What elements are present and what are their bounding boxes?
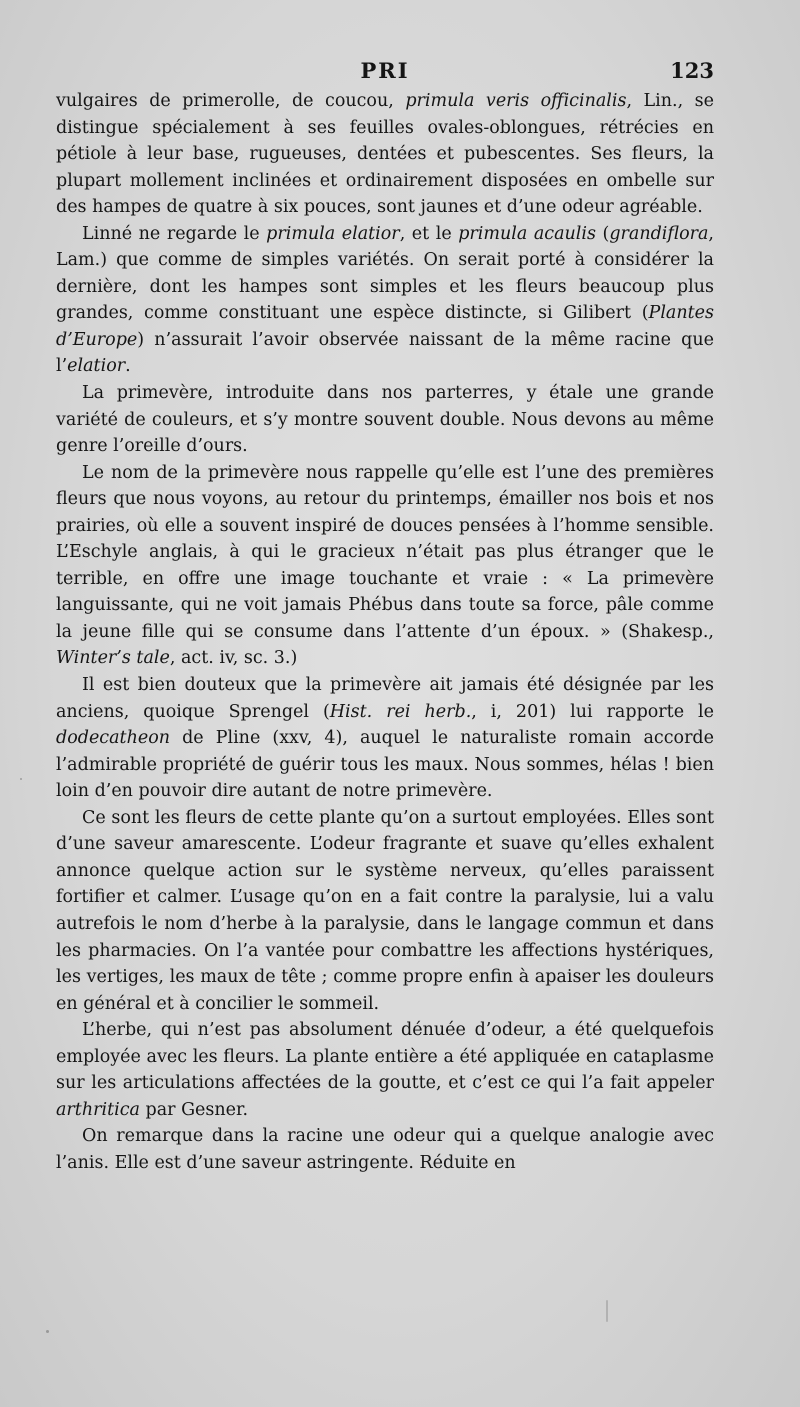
text-run: ( [595,223,610,244]
text-run: Ce sont les fleurs de cette plante qu’on a surtout employées. Elles sont d’une saveur amarescente. L’odeur fragrante et suave qu’elles exhalent annonce quelque action sur le système nerveux, qu’elles paraissent fortifier et calmer. L’usage qu’on en a fait contre la paralysie, lui a valu autrefois le nom d’herbe à la paralysie, dans le langage commun et dans les pharmacies. On l’a vantée pour combattre les affections hystériques, les vertiges, les maux de tête ; comme propre enfin à apaiser les douleurs en général et à concilier le sommeil. [56,807,714,1014]
text-run: de Pline (xxv, 4), auquel le naturaliste romain accorde l’admirable propriété de guérir tous les maux. Nous sommes, hélas ! bien loin d’en pouvoir dire autant de notre primevère. [56,728,714,802]
paragraph [56,460,714,672]
paper-speck [606,1300,608,1322]
italic-term: Winter’s tale [56,648,170,669]
italic-term: arthritica [56,1099,140,1120]
text-run: ) n’assurait l’avoir observée naissant de la même racine que l’ [56,329,714,377]
paper-speck [46,1330,49,1333]
text-run: , et le [399,223,459,244]
italic-term: grandiflora [609,223,709,244]
paragraph [56,672,714,805]
text-run: vulgaires de primerolle, de coucou, [56,91,406,111]
text-run: On remarque dans la racine une odeur qui a quelque analogie avec l’anis. Elle est d’une saveur astringente. Réduite en [56,1126,714,1173]
text-run: Linné ne regarde le [82,223,267,244]
body-text [56,88,714,1176]
paragraph [56,221,714,380]
italic-term: primula acaulis [458,223,596,244]
paper-speck [20,778,22,780]
text-run: Il est bien douteux que la primevère ait jamais été désignée par les anciens, quoique Sprengel ( [56,675,714,722]
running-head: PRI [360,58,410,83]
italic-term: primula elatior [266,223,400,244]
italic-term: dodecatheon [56,728,170,749]
paragraph [56,88,714,221]
italic-term: primula veris officinalis [405,91,627,111]
italic-term: Hist. rei herb. [329,701,472,722]
text-run: La primevère, introduite dans nos parterres, y étale une grande variété de couleurs, et s’y montre souvent double. Nous devons au même genre l’oreille d’ours. [56,383,714,457]
paragraph [56,805,714,1017]
paragraph [56,1017,714,1123]
text-run: Le nom de la primevère nous rappelle qu’elle est l’une des premières fleurs que nous voyons, au retour du printemps, émailler nos bois et nos prairies, où elle a souvent inspiré de douces pensées à l’homme sensible. L’Eschyle anglais, à qui le gracieux n’était pas plus étranger que le terrible, en offre une image touchante et vraie : « La primevère languissante, qui ne voit jamais Phébus dans toute sa force, pâle comme la jeune fille qui se consume dans l’attente d’un époux. » (Shakesp., [56,462,714,642]
text-run: , Lin., se distingue spécialement à ses feuilles ovales-oblongues, rétrécies en pétiole à leur base, rugueuses, dentées et pubescentes. Ses fleurs, la plupart mollement inclinées et ordinairement disposées en ombelle sur des hampes de quatre à six pouces, sont jaunes et d’une odeur agréable. [56,91,715,218]
text-run: , Lam.) que comme de simples variétés. On serait porté à considérer la dernière, dont les hampes sont simples et les fleurs beaucoup plus grandes, comme constituant une espèce distincte, si Gilibert ( [56,223,714,324]
page-header [56,58,714,90]
text-run: . [125,356,131,377]
text-run: , i, 201) lui rapporte le [471,701,714,722]
paragraph [56,380,714,460]
page-number: 123 [670,58,714,83]
italic-term: Plantes d’Europe [56,303,714,350]
text-run: L’herbe, qui n’est pas absolument dénuée d’odeur, a été quelquefois employée avec les fleurs. La plante entière a été appliquée en cataplasme sur les articulations affectées de la goutte, et c’est ce qui l’a fait appeler [56,1020,714,1094]
text-run: , act. iv, sc. 3.) [169,648,298,669]
italic-term: elatior [67,356,126,377]
paragraph [56,1123,714,1176]
text-run: par Gesner. [139,1099,249,1120]
